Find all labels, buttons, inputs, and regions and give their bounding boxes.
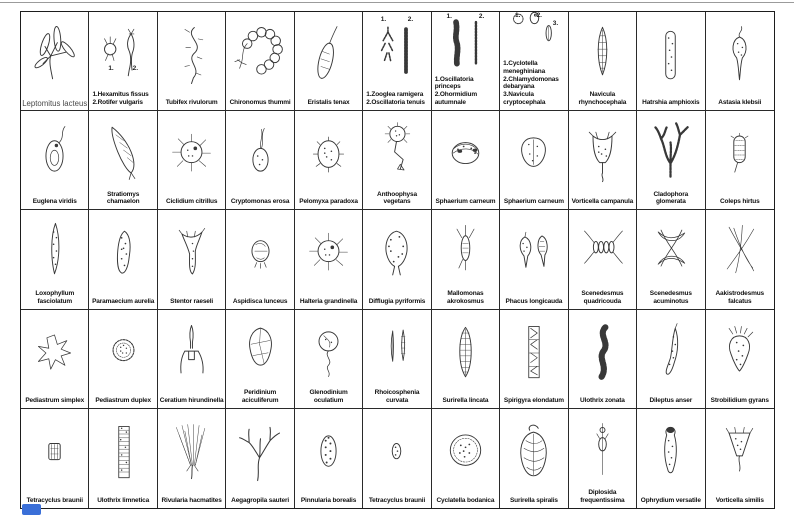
diplosiga-sketch: [569, 409, 636, 489]
euglena-sketch: [21, 111, 88, 198]
organism-label-line: Surirella spiralis: [509, 497, 558, 505]
organism-label-line: Loxophyllum fasciolatum: [35, 289, 75, 305]
organism-label-line: Sphaerium carneum: [503, 198, 564, 206]
organism-label: [432, 497, 499, 508]
organism-label-line: Glenodinium oculatium: [309, 388, 348, 404]
cell-pediastrum-duplex: [89, 310, 157, 409]
organism-label: [21, 198, 88, 209]
stalkball-sketch: [363, 111, 430, 190]
organism-label-line: 1.Zooglea ramigera: [366, 91, 424, 99]
organism-label-line: Cryptomonas erosa: [230, 198, 290, 206]
cell-spirigyra-elondatum: [500, 310, 568, 409]
organism-label-line: 2.Chlamydomonas debaryana: [503, 75, 559, 91]
hairyblob-sketch: [158, 111, 225, 198]
organism-label: [706, 497, 774, 508]
organism-label: [158, 298, 225, 309]
organism-label-line: 1.Oscillatoria princeps: [434, 75, 474, 91]
cell-aakistrodesmus-falcatus: [706, 210, 774, 309]
organism-label-line: 1.Cyclotella meneghiniana: [503, 59, 546, 75]
rods2-sketch: [363, 310, 430, 389]
branches-sketch: [21, 12, 88, 99]
organism-label-line: 1.Hexamitus fissus: [92, 91, 149, 99]
strobilidium-sketch: [706, 310, 774, 397]
dileptus-sketch: [637, 310, 704, 397]
cell-tubifex-rivulorum: [158, 12, 226, 111]
cell-scenedesmus-quadricouda: [569, 210, 637, 309]
organism-label-line: 2.Rotifer vulgaris: [92, 99, 143, 107]
organism-label-line: Diplosida frequentissima: [580, 489, 625, 505]
organism-label-line: Sphaerium carneum: [435, 198, 496, 206]
rotifer2-sketch: [89, 12, 156, 91]
organism-label-line: Ulothrix limnetica: [97, 497, 150, 505]
organism-label-line: Ciclidium citrillus: [165, 198, 218, 206]
organism-label-line: Pinnularia borealis: [300, 497, 357, 505]
larvacurl-sketch: [226, 12, 293, 99]
peridinium-sketch: [226, 310, 293, 389]
cell-rhoicosphenia-curvata: [363, 310, 431, 409]
organism-label-line: Tubifex rivulorum: [165, 99, 218, 107]
organism-label-line: Cladophora glomerata: [653, 190, 689, 206]
cell-diplosida-frequentissima: [569, 409, 637, 508]
cell-ophrydium-versatile: [637, 409, 705, 508]
cell-scenedesmus-acuminotus: [637, 210, 705, 309]
organism-label-line: Ceratium hirundinella: [159, 396, 224, 404]
organism-label-line: Paramaecium aurelia: [92, 297, 155, 305]
cell-tetracyclus-braunii-1: [21, 409, 89, 508]
organism-label-line: Chironomus thummi: [229, 99, 291, 107]
cell-cryptomonas-erosa: [226, 111, 294, 210]
organism-label: [500, 298, 567, 309]
organism-label-line: Aegagropila sauteri: [231, 497, 289, 505]
organism-label-line: Pediastrum duplex: [95, 396, 151, 404]
glenodinium-sketch: [295, 310, 362, 389]
organism-label-line: Pelomyxa paradoxa: [299, 198, 358, 206]
worm-sketch: [158, 12, 225, 99]
organism-label-line: Cyclatella bodanica: [436, 497, 495, 505]
cell-tetracyclus-braunii-2: [363, 409, 431, 508]
organism-label: [706, 290, 774, 309]
cells3-sketch: [500, 12, 567, 60]
organism-label-line: Vorticella campanula: [571, 198, 634, 206]
paramecium-sketch: [89, 210, 156, 297]
aspidisca-sketch: [226, 210, 293, 297]
cell-peridinium-aciculiferum: [226, 310, 294, 409]
cell-strobilidium-gyrans: [706, 310, 774, 409]
organism-label: [158, 99, 225, 110]
organism-label-line: Pediastrum simplex: [25, 396, 85, 404]
organism-label-line: Ophrydium versatile: [640, 497, 701, 505]
organism-label-line: Stratiomys chamaelon: [106, 190, 140, 206]
ceratium-sketch: [158, 310, 225, 397]
organism-label-line: Coleps hirtus: [719, 198, 760, 206]
cell-pediastrum-simplex: [21, 310, 89, 409]
cell-ceratium-hirundinella: [158, 310, 226, 409]
organism-label-line: Spirigyra elondatum: [503, 396, 564, 404]
loxophyllum-sketch: [21, 210, 88, 289]
organism-label: [226, 298, 293, 309]
cell-ciclidium-citrillus: [158, 111, 226, 210]
taperlarva-sketch: [89, 111, 156, 190]
organism-label: [295, 389, 362, 408]
phacus2-sketch: [500, 210, 567, 297]
organism-label: [432, 397, 499, 408]
cell-mallomonas-akrokosmus: [432, 210, 500, 309]
hairyblob-sketch: [295, 210, 362, 297]
organism-label-line: Anthoophysa vegetans: [377, 190, 417, 206]
cell-leptomitus-lacteus: [21, 12, 89, 111]
organism-label: [637, 290, 704, 309]
organism-label: [706, 397, 774, 408]
organism-label-line: Mallomonas akrokosmus: [447, 289, 484, 305]
organism-label-line: Difflugia pyriformis: [368, 297, 426, 305]
figure-number-label: 2.: [478, 12, 485, 20]
difflugia-sketch: [363, 210, 430, 297]
cell-stentor-raeseli: [158, 210, 226, 309]
cell-glenodinium-oculatium: [295, 310, 363, 409]
organism-label-line: Rivularia hacmatites: [161, 497, 222, 505]
organism-label: [637, 99, 704, 110]
organism-label-line: Peridinium aciculiferum: [241, 388, 279, 404]
crescentsx-sketch: [637, 210, 704, 289]
organism-label-line: Stentor raeseli: [170, 297, 214, 305]
bell2-sketch: [706, 409, 774, 497]
cladophora-sketch: [637, 111, 704, 190]
figure-number-label: 1.: [108, 64, 114, 72]
organism-label-line: Phacus longicauda: [505, 297, 563, 305]
cell-surirella-lincata: [432, 310, 500, 409]
cell-difflugia-pyriformis: [363, 210, 431, 309]
organism-label-line: Ulothrix zonata: [580, 396, 625, 404]
organism-label: [363, 91, 430, 110]
organism-label: [158, 497, 225, 508]
organism-label: [226, 389, 293, 408]
cell-dileptus-anser: [637, 310, 705, 409]
organism-label-line: 3.Navicula cryptocephala: [503, 91, 546, 107]
cell-cyclatella-bodanica: [432, 409, 500, 508]
tinyoval-sketch: [363, 409, 430, 497]
organism-label: [569, 489, 636, 508]
cell-ulothrix-zonata: [569, 310, 637, 409]
cell-euglena-viridis: [21, 111, 89, 210]
rivulariafan-sketch: [158, 409, 225, 497]
star-sketch: [21, 310, 88, 397]
stentor-sketch: [158, 210, 225, 297]
organism-label: [706, 99, 774, 110]
figure-number-label: 2.: [132, 64, 139, 72]
organism-label: [89, 397, 156, 408]
cell-phacus-longicauda: [500, 210, 568, 309]
cell-chironomus-thummi: [226, 12, 294, 111]
organism-label: [569, 397, 636, 408]
roundlace-sketch: [89, 310, 156, 397]
cell-hatrshia-amphioxis: [637, 12, 705, 111]
cell-stratiomys-chamaelon: [89, 111, 157, 210]
surspiral-sketch: [500, 409, 567, 497]
organism-label: [295, 198, 362, 209]
cell-surirella-spiralis: [500, 409, 568, 508]
organism-label-line: Strobilidium gyrans: [710, 396, 769, 404]
pinnularia-sketch: [295, 409, 362, 497]
organism-label: [89, 497, 156, 508]
cell-vorticella-similis: [706, 409, 774, 508]
organism-label: [637, 397, 704, 408]
organism-label: [21, 290, 88, 309]
organism-label: [226, 497, 293, 508]
organism-label: [295, 497, 362, 508]
cell-rivularia-hacmatites: [158, 409, 226, 508]
scenedesmus-sketch: [569, 210, 636, 289]
organism-label-line: Scenedesmus acuminotus: [649, 289, 692, 305]
cell-loxophyllum-fasciolatum: [21, 210, 89, 309]
cell-paramaecium-aurelia: [89, 210, 157, 309]
organism-label-line: 2.Oscillatoria tenuis: [366, 99, 425, 107]
organism-label: [569, 290, 636, 309]
organism-label-line: Navicula rhynchocephala: [578, 91, 627, 107]
organism-label: [637, 497, 704, 508]
organism-label: [363, 191, 430, 210]
filaments2-sketch: [363, 12, 430, 91]
organism-label: [158, 198, 225, 209]
organism-grid: [20, 11, 775, 509]
organism-label-line: Euglena viridis: [32, 198, 77, 206]
figure-number-label: 2.: [407, 15, 414, 23]
cell-cyclotella-chlamydomonas-navicula: [500, 12, 568, 111]
cell-oscillatoria-ohormidium: [432, 12, 500, 111]
coleps-sketch: [706, 111, 774, 198]
organism-label-line: Aakistrodesmus falcatus: [715, 289, 764, 305]
organism-label: [432, 198, 499, 209]
organism-label: [295, 99, 362, 110]
cell-coleps-hirtus: [706, 111, 774, 210]
figure-number-label: 1.: [514, 12, 521, 19]
cell-navicula-rhynchocephala: [569, 12, 637, 111]
bell-sketch: [569, 111, 636, 198]
cell-halteria-grandinella: [295, 210, 363, 309]
teardrop-sketch: [706, 12, 774, 99]
spirogyra-sketch: [500, 310, 567, 397]
organism-label-line: Aspidisca lunceus: [232, 297, 288, 305]
organism-label: [363, 497, 430, 508]
organism-label-line: Eristalis tenax: [307, 99, 350, 107]
maggot-sketch: [295, 12, 362, 99]
organism-label: [21, 99, 88, 111]
figure-number-label: 2.: [536, 12, 542, 19]
organism-label-line: Dileptus anser: [649, 396, 693, 404]
organism-label: [89, 298, 156, 309]
filaments2b-sketch: [432, 12, 499, 76]
cell-aegagropila-sauteri: [226, 409, 294, 508]
organism-label: [226, 198, 293, 209]
cell-astasia-klebsii: [706, 12, 774, 111]
cyclotella-sketch: [432, 409, 499, 497]
bandedcolumn-sketch: [89, 409, 156, 497]
cell-sphaerium-carneum-2: [500, 111, 568, 210]
cell-cladophora-glomerata: [637, 111, 705, 210]
organism-label: [295, 298, 362, 309]
organism-label: [706, 198, 774, 209]
organism-label-line: Halteria grandinella: [299, 297, 358, 305]
cell-pinnularia-borealis: [295, 409, 363, 508]
needlesx-sketch: [706, 210, 774, 289]
organism-label: [432, 290, 499, 309]
mallomonas-sketch: [432, 210, 499, 289]
organism-label-line: Rhoicosphenia curvata: [374, 388, 420, 404]
surirella-sketch: [432, 310, 499, 397]
organism-label-line: Hatrshia amphioxis: [642, 99, 700, 107]
organism-label: [500, 198, 567, 209]
navicula-sketch: [569, 12, 636, 91]
tinybarrel-sketch: [21, 409, 88, 497]
organism-label: [500, 397, 567, 408]
organism-label: [89, 191, 156, 210]
organism-label-line: Vorticella similis: [715, 497, 764, 505]
organism-label: [158, 397, 225, 408]
organism-label: [226, 99, 293, 110]
figure-number-label: 1.: [380, 15, 387, 23]
organism-label: [363, 389, 430, 408]
organism-label-line: Scenedesmus quadricouda: [581, 289, 624, 305]
aegagropila-sketch: [226, 409, 293, 497]
ophrydium-sketch: [637, 409, 704, 497]
organism-label-line: 2.Ohormidium autumnale: [434, 91, 477, 107]
organism-label-line: Surirella lincata: [442, 396, 489, 404]
organism-label-line: Tetracyclus braunii: [26, 497, 83, 505]
cell-aspidisca-lunceus: [226, 210, 294, 309]
organism-label: [637, 191, 704, 210]
clam-sketch: [432, 111, 499, 198]
cell-ulothrix-limnetica: [89, 409, 157, 508]
clam2-sketch: [500, 111, 567, 198]
top-rule: [0, 2, 794, 3]
organism-label: [89, 91, 156, 110]
organism-label: [363, 298, 430, 309]
cell-zooglea-oscillatoria: [363, 12, 431, 111]
organism-label-line: Tetracyclus braunii: [368, 497, 426, 505]
spikyoval-sketch: [295, 111, 362, 198]
cigar-sketch: [637, 12, 704, 99]
organism-label-line: Astasia klebsii: [718, 99, 762, 107]
figure-number-label: 1.: [446, 12, 452, 20]
organism-label: [569, 198, 636, 209]
cell-anthoophysa-vegetans: [363, 111, 431, 210]
cell-vorticella-campanula: [569, 111, 637, 210]
cell-hexamitus-rotifer: [89, 12, 157, 111]
cell-sphaerium-carneum-1: [432, 111, 500, 210]
cell-eristalis-tenax: [295, 12, 363, 111]
cryptomonas-sketch: [226, 111, 293, 198]
figure-number-label: 3.: [552, 20, 559, 28]
organism-label: [21, 397, 88, 408]
organism-label: [500, 497, 567, 508]
organism-label: [432, 76, 499, 111]
organism-label-line: Leptomitus lacteus: [22, 98, 88, 108]
snakecigar-sketch: [569, 310, 636, 397]
logo-watermark: [22, 504, 41, 515]
cell-pelomyxa-paradoxa: [295, 111, 363, 210]
organism-label: [569, 91, 636, 110]
